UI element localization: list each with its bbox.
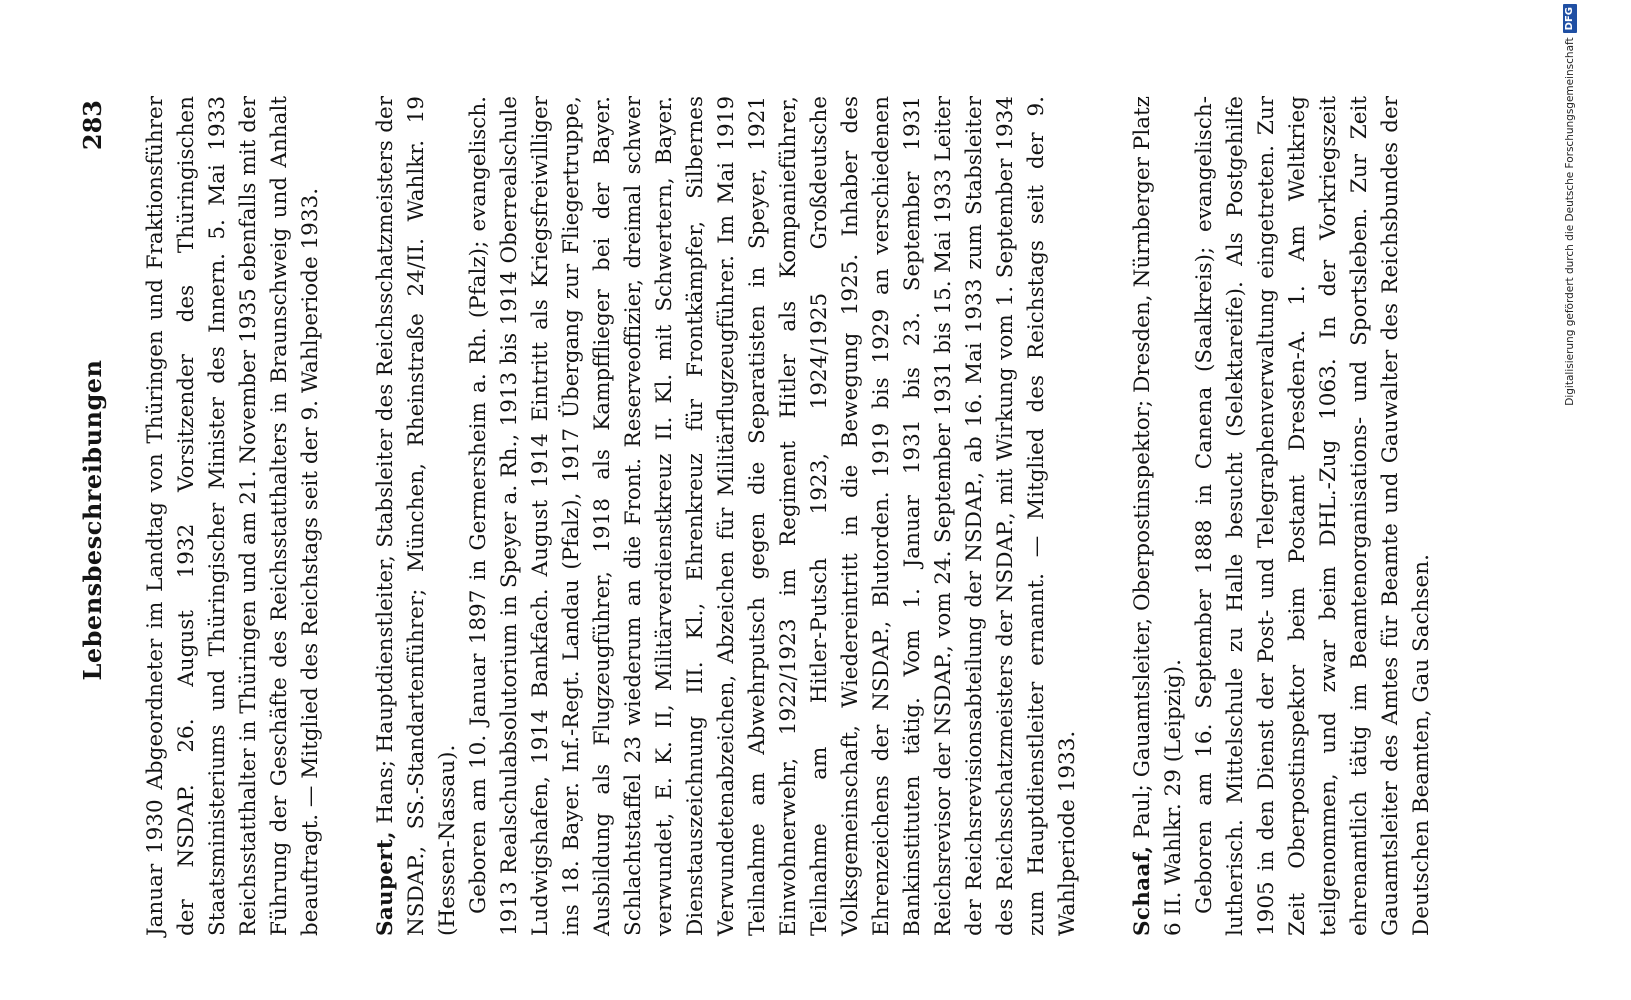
entry-header — [370, 96, 463, 936]
biography-entry-schaaf — [1127, 96, 1437, 936]
intro-paragraph: Januar 1930 Abgeordneter im Landtag von Thüringen und Fraktionsführer der NSDAP. 26. August 1932 Vorsitzender des Thüringischen Staatsministeriums und Thüringischer Minister des Innern. 5. Mai 1933 Reichsstatthalter in Thüringen und am 21. November 1935 ebenfalls mit der Führung der Geschäfte des Reichsstatthalters in Braunschweig und Anhalt beauftragt. — Mitglied des Reichstags seit der 9. Wahlperiode 1933. — [143, 96, 323, 936]
entry-body: Geboren am 10. Januar 1897 in Germersheim a. Rh. (Pfalz); evangelisch. 1913 Realschulabsolutorium in Speyer a. Rh., 1913 bis 1914 Oberrealschule Ludwigshafen, 1914 Bankfach. August 1914 Eintritt als Kriegsfreiwilliger ins 18. Bayer. Inf.-Regt. Landau (Pfalz), 1917 Übergang zur Fliegertruppe, Ausbildung als Flugzeugführer, 1918 als Kampfflieger bei der Bayer. Schlachtstaffel 23 wiederum an die Front. Reserveoffizier, dreimal schwer verwundet, E. K. II, Militärverdienstkreuz II. Kl. mit Schwertern, Bayer. Dienstauszeichnung III. Kl., Ehrenkreuz für Frontkämpfer, Silbernes Verwundetenabzeichen, Abzeichen für Militärflugzeugführer. Im Mai 1919 Teilnahme am Abwehrputsch gegen die Separatisten in Speyer, 1921 Einwohnerwehr, 1922/1923 im Regiment Hitler als Kompanieführer, Teilnahme am Hitler-Putsch 1923, 1924/1925 Großdeutsche Volksgemeinschaft, Wiedereintritt in die Bewegung 1925. Inhaber des Ehrenzeichens der NSDAP., Blutorden. 1919 bis 1929 an verschiedenen Bankinstituten tätig. Vom 1. Januar 1931 bis 23. September 1931 Reichsrevisor der NSDAP., vom 24. September 1931 bis 15. Mai 1933 Leiter der Reichsrevisionsabteilung der NSDAP., ab 16. Mai 1933 zum Stabsleiter des Reichsschatzmeisters der NSDAP., mit Wirkung vom 1. September 1934 zum Hauptdienstleiter ernannt. — Mitglied des Reichstags seit der 9. Wahlperiode 1933. — [466, 96, 1080, 936]
page-number: 283 — [78, 100, 107, 151]
entry-details: Paul; Gauamtsleiter, Oberpostinspektor; Dresden, Nürnberger Platz 6 II. Wahlkr. 29 (Leipzig). — [1130, 96, 1186, 936]
biography-entry-saupert — [370, 96, 1083, 936]
dfg-logo-icon: DFG — [1563, 4, 1577, 33]
digitization-credit — [1556, 4, 1584, 996]
running-head — [78, 100, 118, 940]
entry-body: Geboren am 16. September 1888 in Canena (Saalkreis); evangelisch-lutherisch. Mittelschule zu Halle besucht (Selektareife). Als Postgehilfe 1905 in den Dienst der Post- und Telegraphenverwaltung eingetreten. Zur Zeit Oberpostinspektor beim Postamt Dresden-A. 1. Am Weltkrieg teilgenommen, und zwar beim DHL.-Zug 1063. In der Vorkriegszeit ehrenamtlich tätig im Beamtenorganisations- und Sportsleben. Zur Zeit Gauamtsleiter des Amtes für Beamte und Gauwalter des Reichsbundes der Deutschen Beamten, Gau Sachsen. — [1192, 96, 1434, 936]
entry-name: Saupert, — [373, 831, 398, 936]
entry-name: Schaaf, — [1130, 845, 1155, 936]
entry-details: Hans; Hauptdienstleiter, Stabsleiter des Reichsschatzmeisters der NSDAP., SS.-Standartenführer; München, Rheinstraße 24/II. Wahlkr. 19 (Hessen-Nassau). — [373, 96, 460, 936]
credit-text: Digitalisierung gefördert durch die Deutsche Forschungsgemeinschaft — [1564, 37, 1576, 406]
body-text — [140, 96, 1437, 936]
page-title: Lebensbeschreibungen — [78, 359, 107, 681]
entry-header — [1127, 96, 1189, 936]
